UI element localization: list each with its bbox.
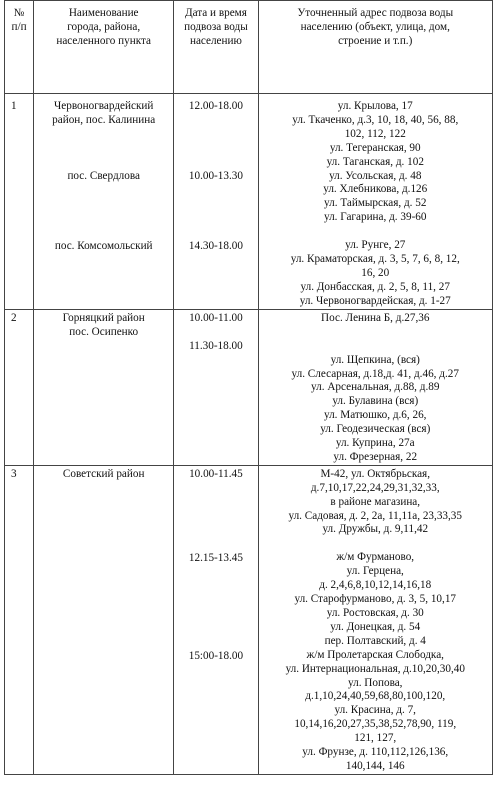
time-cell: 10.00-11.00 11.30-18.00 <box>174 309 258 465</box>
row-number: 1 <box>5 94 34 310</box>
table-row <box>5 94 493 310</box>
address-cell: ул. Крылова, 17 ул. Ткаченко, д.3, 10, 18, 40, 56, 88, 102, 112, 122 ул. Тегеранская, 90 ул. Таганская, д. 102 ул. Усольская, д. 48 ул. Хлебникова, д.126 ул. Таймырская, д. 52 ул. Гагарина, д. 39-60 ул. Рунге, 27 ул. Краматорская, д. 3, 5, 7, 6, 8, 12, 16, 20 ул. Донбасская, д. 2, 5, 8, 11, 27 ул. Червоногвардейская, д. 1-27 <box>258 94 493 310</box>
row-number: 3 <box>5 465 34 774</box>
district-cell: Червоногвардейский район, пос. Калинина пос. Свердлова пос. Комсомольский <box>34 94 174 310</box>
header-name: Наименование города, района, населенного пункта <box>34 1 174 94</box>
table-header-row <box>5 1 493 94</box>
table-row <box>5 465 493 774</box>
time-cell: 10.00-11.45 12.15-13.45 15:00-18.00 <box>174 465 258 774</box>
water-delivery-table <box>4 0 493 775</box>
row-number: 2 <box>5 309 34 465</box>
header-address: Уточненный адрес подвоза воды населению (объект, улица, дом, строение и т.п.) <box>258 1 493 94</box>
address-cell: Пос. Ленина Б, д.27,36 ул. Щепкина, (вся) ул. Слесарная, д.18,д. 41, д.46, д.27 ул. Арсенальная, д.88, д.89 ул. Булавина (вся) ул. Матюшко, д.6, 26, ул. Геодезическая (вся) ул. Куприна, 27а ул. Фрезерная, 22 <box>258 309 493 465</box>
address-cell: М-42, ул. Октябрьская, д.7,10,17,22,24,29,31,32,33, в районе магазина, ул. Садовая, д. 2, 2а, 11,11а, 23,33,35 ул. Дружбы, д. 9,11,42 ж/м Фурманово, ул. Герцена, д. 2,4,6,8,10,12,14,16,18 ул. Старофурманово, д. 3, 5, 10,17 ул. Ростовская, д. 30 ул. Донецкая, д. 54 пер. Полтавский, д. 4 ж/м Пролетарская Слободка, ул. Интернациональная, д.10,20,30,40 ул. Попова, д.1,10,24,40,59,68,80,100,120, ул. Красина, д. 7, 10,14,16,20,27,35,38,52,78,90, 119, 121, 127, ул. Фрунзе, д. 110,112,126,136, 140,144, 146 <box>258 465 493 774</box>
district-cell: Горняцкий район пос. Осипенко <box>34 309 174 465</box>
time-cell: 12.00-18.00 10.00-13.30 14.30-18.00 <box>174 94 258 310</box>
header-time: Дата и время подвоза воды населению <box>174 1 258 94</box>
table-row <box>5 309 493 465</box>
district-cell: Советский район <box>34 465 174 774</box>
header-num: № п/п <box>5 1 34 94</box>
